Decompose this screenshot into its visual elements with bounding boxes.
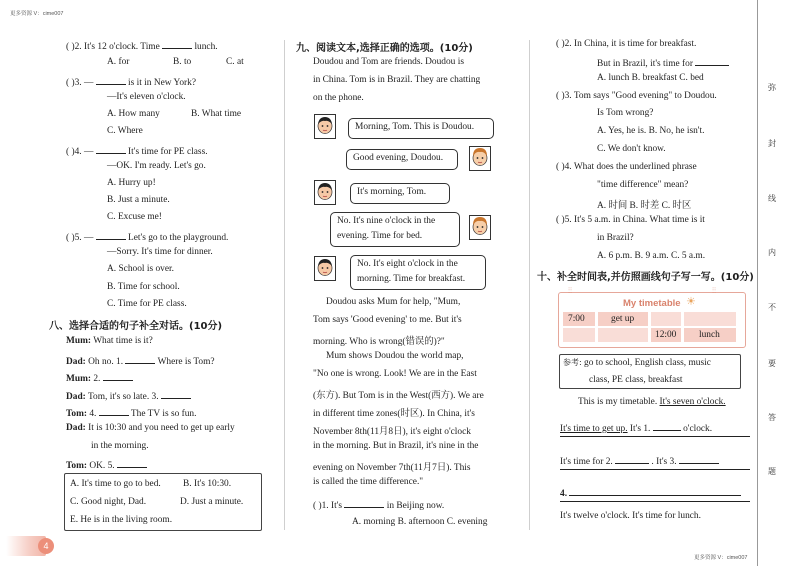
paragraph-line: evening on November 7th(11月7日). This xyxy=(313,463,471,473)
section-9-title: 九、阅读文本,选择正确的选项。(10分) xyxy=(296,43,473,54)
answer-blank[interactable] xyxy=(653,421,681,431)
answer-line[interactable] xyxy=(560,436,750,437)
paragraph-line: in the morning. But in Brazil, it's nine in the xyxy=(313,441,479,451)
answer-line[interactable] xyxy=(560,501,750,502)
speech-bubble: Good evening, Doudou. xyxy=(346,149,458,170)
binding-char: 封 xyxy=(768,139,776,148)
paragraph-line: is called the time difference." xyxy=(313,477,424,487)
column-divider xyxy=(284,40,285,530)
dialog-line: Dad: Oh no. 1. Where is Tom? xyxy=(66,354,215,367)
question-4: ( )4. — It's time for PE class. xyxy=(66,144,208,157)
binding-char: 不 xyxy=(768,303,776,312)
question-5: ( )5. It's 5 a.m. in China. What time is it xyxy=(556,215,705,225)
timetable-title: My timetable xyxy=(623,298,681,309)
paragraph-line: "No one is wrong. Look! We are in the East xyxy=(313,369,477,379)
binding-char: 内 xyxy=(768,248,776,257)
option-row: A. morning B. afternoon C. evening xyxy=(352,517,488,527)
response: —OK. I'm ready. Let's go. xyxy=(107,161,206,171)
question-line: Is Tom wrong? xyxy=(597,108,654,118)
section-10-title: 十、补全时间表,并仿照画线句子写一写。(10分) xyxy=(537,272,754,283)
tom-avatar-icon xyxy=(469,146,491,171)
choice-option: E. He is in the living room. xyxy=(70,515,173,525)
answer-blank[interactable] xyxy=(103,371,133,381)
binding-line xyxy=(757,0,758,566)
page-number: 4 xyxy=(38,538,54,554)
question-2: ( )2. In China, it is time for breakfast. xyxy=(556,39,697,49)
option: A. Hurry up! xyxy=(107,178,156,188)
question-2: ( )2. It's 12 o'clock. Time lunch. xyxy=(66,39,218,52)
timetable-activity: lunch xyxy=(699,330,720,340)
question-4: ( )4. What does the underlined phrase xyxy=(556,162,697,172)
dialog-line: Dad: It is 10:30 and you need to get up early xyxy=(66,423,235,433)
option: C. Excuse me! xyxy=(107,212,162,222)
answer-blank[interactable] xyxy=(162,39,192,49)
sun-icon: ☀ xyxy=(686,296,696,308)
intro-line: on the phone. xyxy=(313,93,364,103)
option-row: A. 6 p.m. B. 9 a.m. C. 5 a.m. xyxy=(597,251,706,261)
paragraph-line: in different time zones(时区). In China, it's xyxy=(313,409,475,419)
option: C. at xyxy=(226,57,244,67)
response: —It's eleven o'clock. xyxy=(107,92,186,102)
reference-line: class, PE class, breakfast xyxy=(589,375,683,385)
choice-option: D. Just a minute. xyxy=(180,497,244,507)
option: A. School is over. xyxy=(107,264,174,274)
intro-line: in China. Tom is in Brazil. They are chatting xyxy=(313,75,481,85)
option-row: A. Yes, he is. B. No, he isn't. xyxy=(597,126,705,136)
paragraph-line: Doudou asks Mum for help, "Mum, xyxy=(326,297,461,307)
header-note-left: 更多资源 V：cime007 xyxy=(10,11,64,17)
paragraph-line: morning. Who is wrong(错误的)?" xyxy=(313,337,445,347)
doudou-avatar-icon xyxy=(314,114,336,139)
speech-bubble: No. It's eight o'clock in the morning. Time for breakfast. xyxy=(350,255,486,290)
timetable-cell xyxy=(598,328,648,342)
paragraph-line: Tom says 'Good evening' to me. But it's xyxy=(313,315,462,325)
option-row: A. 时间 B. 时差 C. 时区 xyxy=(597,201,692,211)
timetable-time: 7:00 xyxy=(568,314,585,324)
reference-line: 参考: go to school, English class, music xyxy=(563,358,711,368)
question-1: ( )1. It's in Beijing now. xyxy=(313,498,444,511)
option: B. Time for school. xyxy=(107,282,180,292)
dialog-line: Tom: 4. The TV is so fun. xyxy=(66,406,196,419)
answer-line[interactable] xyxy=(560,469,750,470)
paragraph-line: (东方). But Tom is in the West(西方). We are xyxy=(313,391,484,401)
writing-line: It's time to get up. It's 1. o'clock. xyxy=(560,421,712,434)
tom-avatar-icon xyxy=(469,215,491,240)
question-line: But in Brazil, it's time for xyxy=(597,56,729,69)
section-8-title: 八、选择合适的句子补全对话。(10分) xyxy=(49,321,223,332)
speech-bubble: It's morning, Tom. xyxy=(350,183,450,204)
header-note-right: 更多资源 V：cime007 xyxy=(694,555,748,561)
question-3: ( )3. — is it in New York? xyxy=(66,75,196,88)
answer-blank[interactable] xyxy=(615,454,649,464)
speech-bubble: No. It's nine o'clock in the evening. Time for bed. xyxy=(330,212,460,247)
option: C. Where xyxy=(107,126,143,136)
option-row: C. We don't know. xyxy=(597,144,666,154)
option: B. Just a minute. xyxy=(107,195,170,205)
answer-blank[interactable] xyxy=(161,389,191,399)
answer-blank[interactable] xyxy=(96,230,126,240)
option: C. Time for PE class. xyxy=(107,299,187,309)
timetable-cell xyxy=(651,312,681,326)
dialog-line: in the morning. xyxy=(91,441,149,451)
question-3: ( )3. Tom says "Good evening" to Doudou. xyxy=(556,91,717,101)
answer-blank[interactable] xyxy=(344,498,384,508)
binding-char: 题 xyxy=(768,467,776,476)
response: —Sorry. It's time for dinner. xyxy=(107,247,213,257)
intro-line: Doudou and Tom are friends. Doudou is xyxy=(313,57,464,67)
option: A. How many xyxy=(107,109,160,119)
writing-line: 4. xyxy=(560,486,741,499)
dialog-line: Mum: 2. xyxy=(66,371,133,384)
binding-char: 线 xyxy=(768,194,776,203)
answer-blank[interactable] xyxy=(96,144,126,154)
answer-blank[interactable] xyxy=(125,354,155,364)
paragraph-line: November 8th(11月8日), it's eight o'clock xyxy=(313,427,471,437)
dialog-line: Tom: OK. 5. xyxy=(66,458,147,471)
answer-blank[interactable] xyxy=(96,75,126,85)
doudou-avatar-icon xyxy=(314,180,336,205)
timetable-cell xyxy=(684,312,736,326)
dialog-line: Mum: What time is it? xyxy=(66,336,153,346)
question-line: "time difference" mean? xyxy=(597,180,689,190)
doudou-avatar-icon xyxy=(314,256,336,281)
question-5: ( )5. — Let's go to the playground. xyxy=(66,230,228,243)
option-row: A. lunch B. breakfast C. bed xyxy=(597,73,704,83)
option: A. for xyxy=(107,57,130,67)
answer-blank[interactable] xyxy=(99,406,129,416)
paragraph-line: Mum shows Doudou the world map, xyxy=(326,351,464,361)
answer-blank[interactable] xyxy=(569,486,741,496)
timetable-time: 12:00 xyxy=(655,330,677,340)
column-divider xyxy=(529,40,530,530)
binder-ring-icon: ⫶⫶ xyxy=(568,286,572,295)
speech-bubble: Morning, Tom. This is Doudou. xyxy=(348,118,494,139)
writing-line: It's time for 2. . It's 3. xyxy=(560,454,719,467)
answer-blank[interactable] xyxy=(117,458,147,468)
binding-char: 答 xyxy=(768,413,776,422)
choice-option: A. It's time to go to bed. xyxy=(70,479,161,489)
option: B. to xyxy=(173,57,192,67)
writing-line: This is my timetable. It's seven o'clock. xyxy=(578,397,726,407)
timetable-activity: get up xyxy=(611,314,635,324)
timetable-cell xyxy=(563,328,595,342)
choice-option: B. It's 10:30. xyxy=(183,479,232,489)
binder-ring-icon: ⫶⫶ xyxy=(712,286,716,295)
question-line: in Brazil? xyxy=(597,233,634,243)
choice-option: C. Good night, Dad. xyxy=(70,497,147,507)
binding-char: 弥 xyxy=(768,83,776,92)
binding-char: 要 xyxy=(768,359,776,368)
option: B. What time xyxy=(191,109,242,119)
dialog-line: Dad: Tom, it's so late. 3. xyxy=(66,389,191,402)
answer-blank[interactable] xyxy=(695,56,729,66)
answer-blank[interactable] xyxy=(679,454,719,464)
writing-line: It's twelve o'clock. It's time for lunch. xyxy=(560,511,701,521)
